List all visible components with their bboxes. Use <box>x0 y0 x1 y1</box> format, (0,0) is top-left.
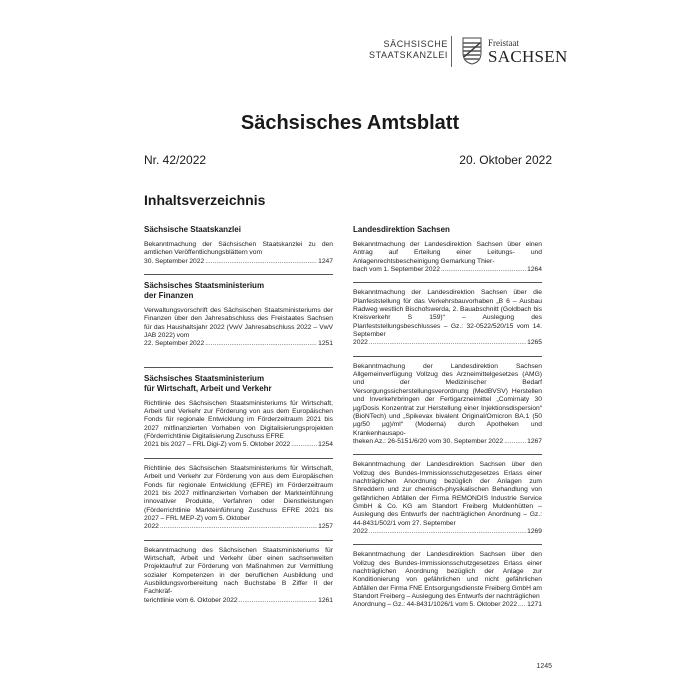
section-heading: Sächsische Staatskanzlei <box>144 225 241 234</box>
page-number: 1247 <box>318 257 333 265</box>
toc-entry[interactable]: Bekanntmachung der Landesdirektion Sachsen über den Vollzug des Bundes-Immissionsschutzgesetzes Erlass einer nachträglichen Anordnung bezüglich der Anlage zur Konditionierung von gefährlichen und nicht gefährlichen Abfällen der Firma FNE Entsorgungsdienste Freiberg GmbH am Standort Freiberg – Auslegung des Entwurfs der nachträglichen Anordnung – Gz.: 44-8431/1026/1 vom 5. Oktober 2022 ..... 1271 <box>353 551 542 609</box>
issue-number: Nr. 42/2022 <box>144 153 207 167</box>
freistaat-sachsen-logo <box>488 38 568 66</box>
logo-divider <box>451 36 452 67</box>
page-number: 1254 <box>318 441 333 449</box>
toc-entry[interactable]: Richtlinie des Sächsischen Staatsministeriums für Wirtschaft, Arbeit und Verkehr zur Förderung von aus dem Europäischen Fonds für regionale Entwicklung (EFRE) im Förderzeitraum 2021 bis 2027 mitfinanzierten Vorhaben der Markteinführung innovativer Produkte, Verfahren oder Dienstleistungen (Förderrichtlinie Markteinführung Zuschuss EFRE 2021 bis 2027 – FRL MEP-Z) vom 5. Oktober 2022 ..... 1257 <box>144 465 333 532</box>
entry-divider <box>144 540 333 541</box>
kanzlei-line-2: STAATSKANZLEI <box>369 50 448 60</box>
issue-date: 20. Oktober 2022 <box>459 153 552 167</box>
page-number: 1269 <box>527 527 542 535</box>
entry-divider <box>353 356 542 357</box>
entry-divider <box>353 544 542 545</box>
toc-entry[interactable]: Bekanntmachung der Landesdirektion Sachsen über die Planfeststellung für das Verkehrsbauvorhaben „B 6 – Ausbau Radweg westlich Bischofswerda, 2. Bauabschnitt (Goldbach bis Kreisverkehr S 159)“ – Auslegung des Planfeststellungsbeschlusses – Gz.: 32-0522/520/15 vom 14. September 2022 ..... 1265 <box>353 289 542 347</box>
staatskanzlei-logo-text <box>369 39 448 61</box>
toc-entry[interactable]: Bekanntmachung der Landesdirektion Sachsen über den Vollzug des Bundes-Immissionsschutzgesetzes Erlass einer nachträglichen Anordnung bezüglich der Anlagen zum Shreddern und zur chemisch-physikalischen Behandlung von gefährlichen Abfällen der Firma REMONDIS Industrie Service GmbH & Co. KG am Standort Freiberg Muldenhütten – Auslegung des Entwurfs der nachträglichen Anordnung – Gz.: 44-8431/502/1 vom 27. September 2022 ..... 1269 <box>353 461 542 536</box>
page-number: 1257 <box>318 523 333 531</box>
toc-entry[interactable]: Verwaltungsvorschrift des Sächsischen Staatsministeriums der Finanzen über den Jahresabschluss des Freistaates Sachsen für das Haushaltsjahr 2022 (VwV Jahresabschluss 2022 – VwV JAB 2022) vom 22. September 2022 ..... 1251 <box>144 307 333 349</box>
section-heading: Sächsisches Staatsministerium für Wirtschaft, Arbeit und Verkehr <box>144 373 272 393</box>
page-number: 1251 <box>318 340 333 348</box>
toc-entry[interactable]: Bekanntmachung des Sächsischen Staatsministeriums für Wirtschaft, Arbeit und Verkehr über einen sachsenweiten Projektaufruf zur Förderung von Maßnahmen zur Vermittlung sozialer Kompetenzen in der beruflichen Ausbildung und Ausbildungsvorbereitung nach Buchstabe B Ziffer II der Fachkräf- terichtlinie vom 6. Oktober 2022 ..... 1261 <box>144 547 333 605</box>
toc-heading: Inhaltsverzeichnis <box>144 192 266 208</box>
entry-divider <box>353 454 542 455</box>
section-heading: Landesdirektion Sachsen <box>353 225 450 234</box>
page-number: 1264 <box>527 266 542 274</box>
page-number: 1271 <box>527 601 542 609</box>
entry-divider <box>353 282 542 283</box>
page-number: 1265 <box>527 339 542 347</box>
toc-entry[interactable]: Bekanntmachung der Landesdirektion Sachsen Allgemeinverfügung Vollzug des Arzneimittelgesetzes (AMG) und der Medizinischer Bedarf Versorgungssicherstellungsverordnung (MedBVSV) Herstellen und Inverkehrbringen der Fertigarzneimittel „Comirnaty 30 µg/Dosis Konzentrat zur Herstellung einer Injektionsdispersion“ (BioNTech) und „Spikevax bivalent Original/Omicron BA.1 (50 µg/50 µg)/ml“ (Moderna) durch Apotheken und Krankenhausapo- theken Az.: 26-5151/6/20 vom 30. September 2022 ..... 1267 <box>353 363 542 446</box>
kanzlei-line-1: SÄCHSISCHE <box>383 39 448 49</box>
toc-entry[interactable]: Bekanntmachung der Landesdirektion Sachsen über einen Antrag auf Erteilung einer Leitungs- und Anlagenrechtsbescheinigung Gemarkung Thier- bach vom 1. September 2022 ..... 1264 <box>353 241 542 274</box>
page-header <box>0 36 700 68</box>
page-title: Sächsisches Amtsblatt <box>240 112 460 134</box>
toc-left-column <box>144 225 333 613</box>
entry-divider <box>144 458 333 459</box>
section-divider <box>144 367 333 368</box>
section-divider <box>144 274 333 275</box>
toc-right-column <box>353 225 542 618</box>
freistaat-label: Freistaat <box>488 38 519 48</box>
page-number: 1261 <box>318 596 333 604</box>
page-number: 1267 <box>527 437 542 445</box>
footer-page-number: 1245 <box>536 663 552 670</box>
toc-entry[interactable]: Richtlinie des Sächsischen Staatsministeriums für Wirtschaft, Arbeit und Verkehr zur Förderung von aus dem Europäischen Fonds für regionale Entwicklung im Förderzeitraum 2021 bis 2027 mitfinanzierten Vorhaben von Digitalisierungsprojekten (Förderrichtlinie Digitalisierung Zuschuss EFRE 2021 bis 2027 – FRL Digi-Z) vom 5. Oktober 2022 ..... 1254 <box>144 400 333 450</box>
saxony-crest-icon <box>462 37 482 65</box>
section-heading: Sächsisches Staatsministerium der Finanzen <box>144 281 265 301</box>
sachsen-label: SACHSEN <box>488 47 568 66</box>
toc-entry[interactable]: Bekanntmachung der Sächsischen Staatskanzlei zu den amtlichen Veröffentlichungsblättern vom 30. September 2022 ..... 1247 <box>144 241 333 266</box>
